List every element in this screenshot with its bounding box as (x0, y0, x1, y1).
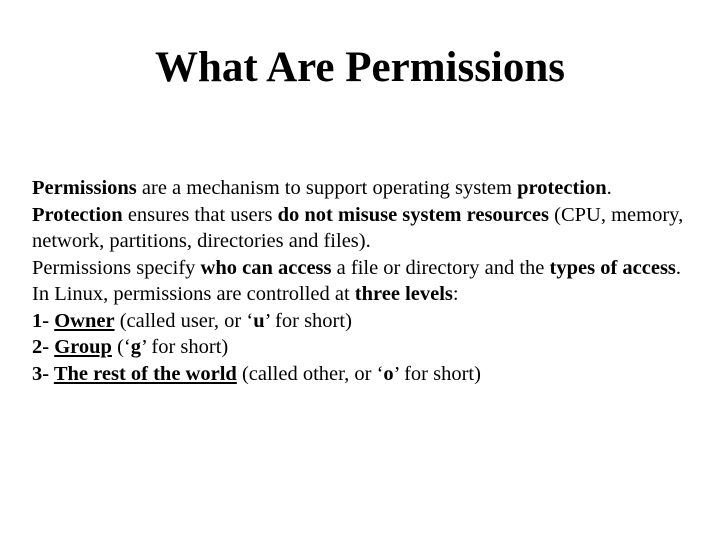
bold-text: three levels (354, 283, 453, 305)
bold-text: who can access (200, 256, 332, 279)
bold-text: Protection (32, 203, 123, 226)
list-number: 3- (32, 362, 54, 385)
bold-text: protection (517, 177, 607, 199)
text: (called user, or ‘ (114, 309, 254, 332)
underlined-term: The rest of the world (53, 362, 237, 385)
text: a file or directory and the (331, 256, 550, 279)
bold-text: types of access (549, 256, 676, 279)
list-item-group (32, 334, 702, 361)
bold-text: Permissions (32, 177, 137, 199)
bold-text: u (253, 309, 265, 332)
underlined-term: Group (54, 336, 112, 358)
slide-title: What Are Permissions (154, 44, 566, 91)
text: ’ for short) (393, 362, 481, 385)
text: . (675, 256, 682, 279)
underlined-term: Owner (54, 309, 115, 332)
slide-body (32, 175, 702, 387)
list-number: 1- (32, 309, 55, 332)
text: (called other, or ‘ (236, 362, 384, 385)
text: . (606, 177, 612, 199)
text: Permissions specify (32, 256, 201, 279)
list-item-owner (32, 308, 702, 335)
paragraph-protection (32, 202, 702, 255)
paragraph-levels (32, 281, 702, 308)
paragraph-access (32, 255, 702, 282)
text: : (452, 283, 459, 305)
text: ’ for short) (140, 336, 229, 358)
text: (CPU, memory, network, partitions, directories and files). (32, 203, 684, 252)
bold-text: g (130, 336, 141, 358)
list-item-other (32, 361, 702, 388)
text: In Linux, permissions are controlled at (32, 283, 355, 305)
text: ensures that users (122, 203, 278, 226)
bold-text: do not misuse system resources (277, 203, 549, 226)
text: (‘ (111, 336, 131, 358)
bold-text: o (383, 362, 394, 385)
text: ’ for short) (264, 309, 352, 332)
paragraph-permissions-definition (32, 175, 702, 202)
list-number: 2- (32, 336, 55, 358)
text: are a mechanism to support operating system (136, 177, 518, 199)
